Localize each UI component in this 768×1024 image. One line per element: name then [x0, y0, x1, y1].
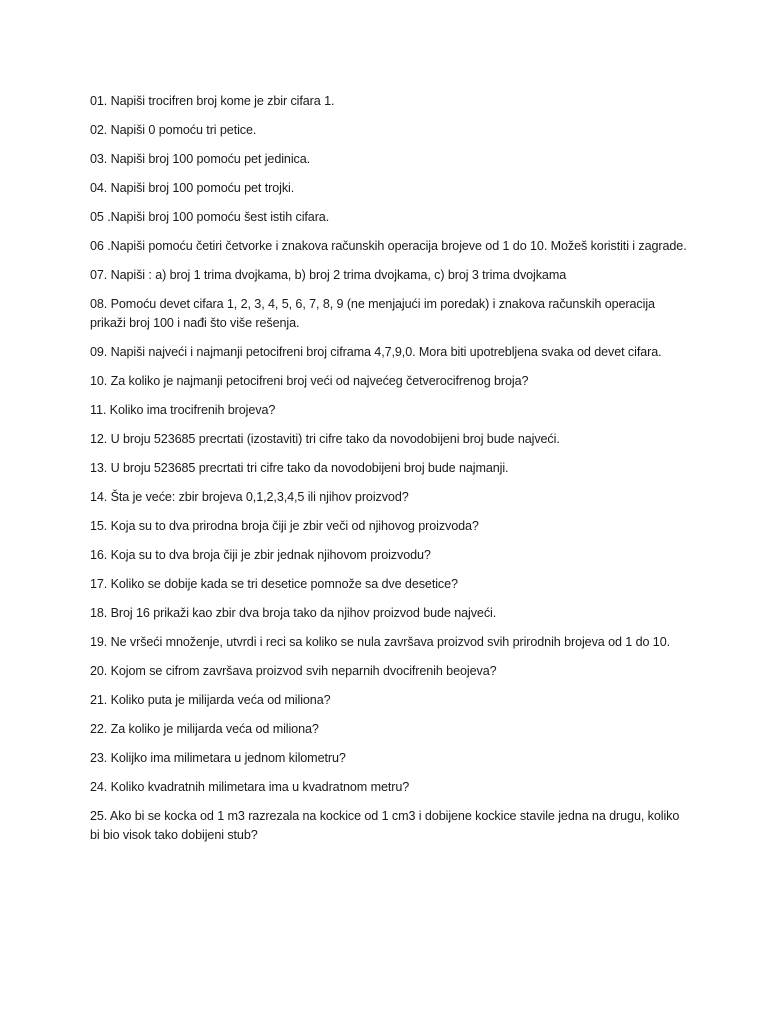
question-07: 07. Napiši : a) broj 1 trima dvojkama, b) broj 2 trima dvojkama, c) broj 3 trima dvojkama	[90, 268, 567, 282]
question-15: 15. Koja su to dva prirodna broja čiji je zbir veči od njihovog proizvoda?	[90, 519, 479, 533]
question-12: 12. U broju 523685 precrtati (izostaviti) tri cifre tako da novodobijeni broj bude najveći.	[90, 432, 560, 446]
question-10: 10. Za koliko je najmanji petocifreni broj veći od najvećeg četverocifrenog broja?	[90, 374, 529, 388]
question-06: 06 .Napiši pomoću četiri četvorke i znakova računskih operacija brojeve od 1 do 10. Možeš koristiti i zagrade.	[90, 239, 687, 253]
question-02: 02. Napiši 0 pomoću tri petice.	[90, 123, 257, 137]
question-20: 20. Kojom se cifrom završava proizvod svih neparnih dvocifrenih beojeva?	[90, 664, 497, 678]
question-19: 19. Ne vršeći množenje, utvrdi i reci sa koliko se nula završava proizvod svih prirodnih brojeva od 1 do 10.	[90, 635, 671, 649]
question-23: 23. Kolijko ima milimetara u jednom kilometru?	[90, 751, 346, 765]
question-18: 18. Broj 16 prikaži kao zbir dva broja tako da njihov proizvod bude najveći.	[90, 606, 497, 620]
question-05: 05 .Napiši broj 100 pomoću šest istih cifara.	[90, 210, 330, 224]
question-01: 01. Napiši trocifren broj kome je zbir cifara 1.	[90, 94, 335, 108]
question-13: 13. U broju 523685 precrtati tri cifre tako da novodobijeni broj bude najmanji.	[90, 461, 509, 475]
question-24: 24. Koliko kvadratnih milimetara ima u kvadratnom metru?	[90, 780, 410, 794]
question-03: 03. Napiši broj 100 pomoću pet jedinica.	[90, 152, 311, 166]
question-22: 22. Za koliko je milijarda veća od miliona?	[90, 722, 319, 736]
question-09: 09. Napiši najveći i najmanji petocifreni broj ciframa 4,7,9,0. Mora biti upotrebljena svaka od devet cifara.	[90, 345, 662, 359]
question-25: 25. Ako bi se kocka od 1 m3 razrezala na kockice od 1 cm3 i dobijene kockice stavile jedna na drugu, koliko bi bio visok tako dobijeni stub?	[90, 809, 680, 842]
question-list	[90, 92, 690, 855]
question-11: 11. Koliko ima trocifrenih brojeva?	[90, 403, 276, 417]
question-16: 16. Koja su to dva broja čiji je zbir jednak njihovom proizvodu?	[90, 548, 431, 562]
question-08: 08. Pomoću devet cifara 1, 2, 3, 4, 5, 6, 7, 8, 9 (ne menjajući im poredak) i znakova računskih operacija prikaži broj 100 i nađi što više rešenja.	[90, 297, 655, 330]
question-14: 14. Šta je veće: zbir brojeva 0,1,2,3,4,5 ili njihov proizvod?	[90, 490, 409, 504]
question-17: 17. Koliko se dobije kada se tri desetice pomnože sa dve desetice?	[90, 577, 458, 591]
question-04: 04. Napiši broj 100 pomoću pet trojki.	[90, 181, 295, 195]
question-21: 21. Koliko puta je milijarda veća od miliona?	[90, 693, 331, 707]
